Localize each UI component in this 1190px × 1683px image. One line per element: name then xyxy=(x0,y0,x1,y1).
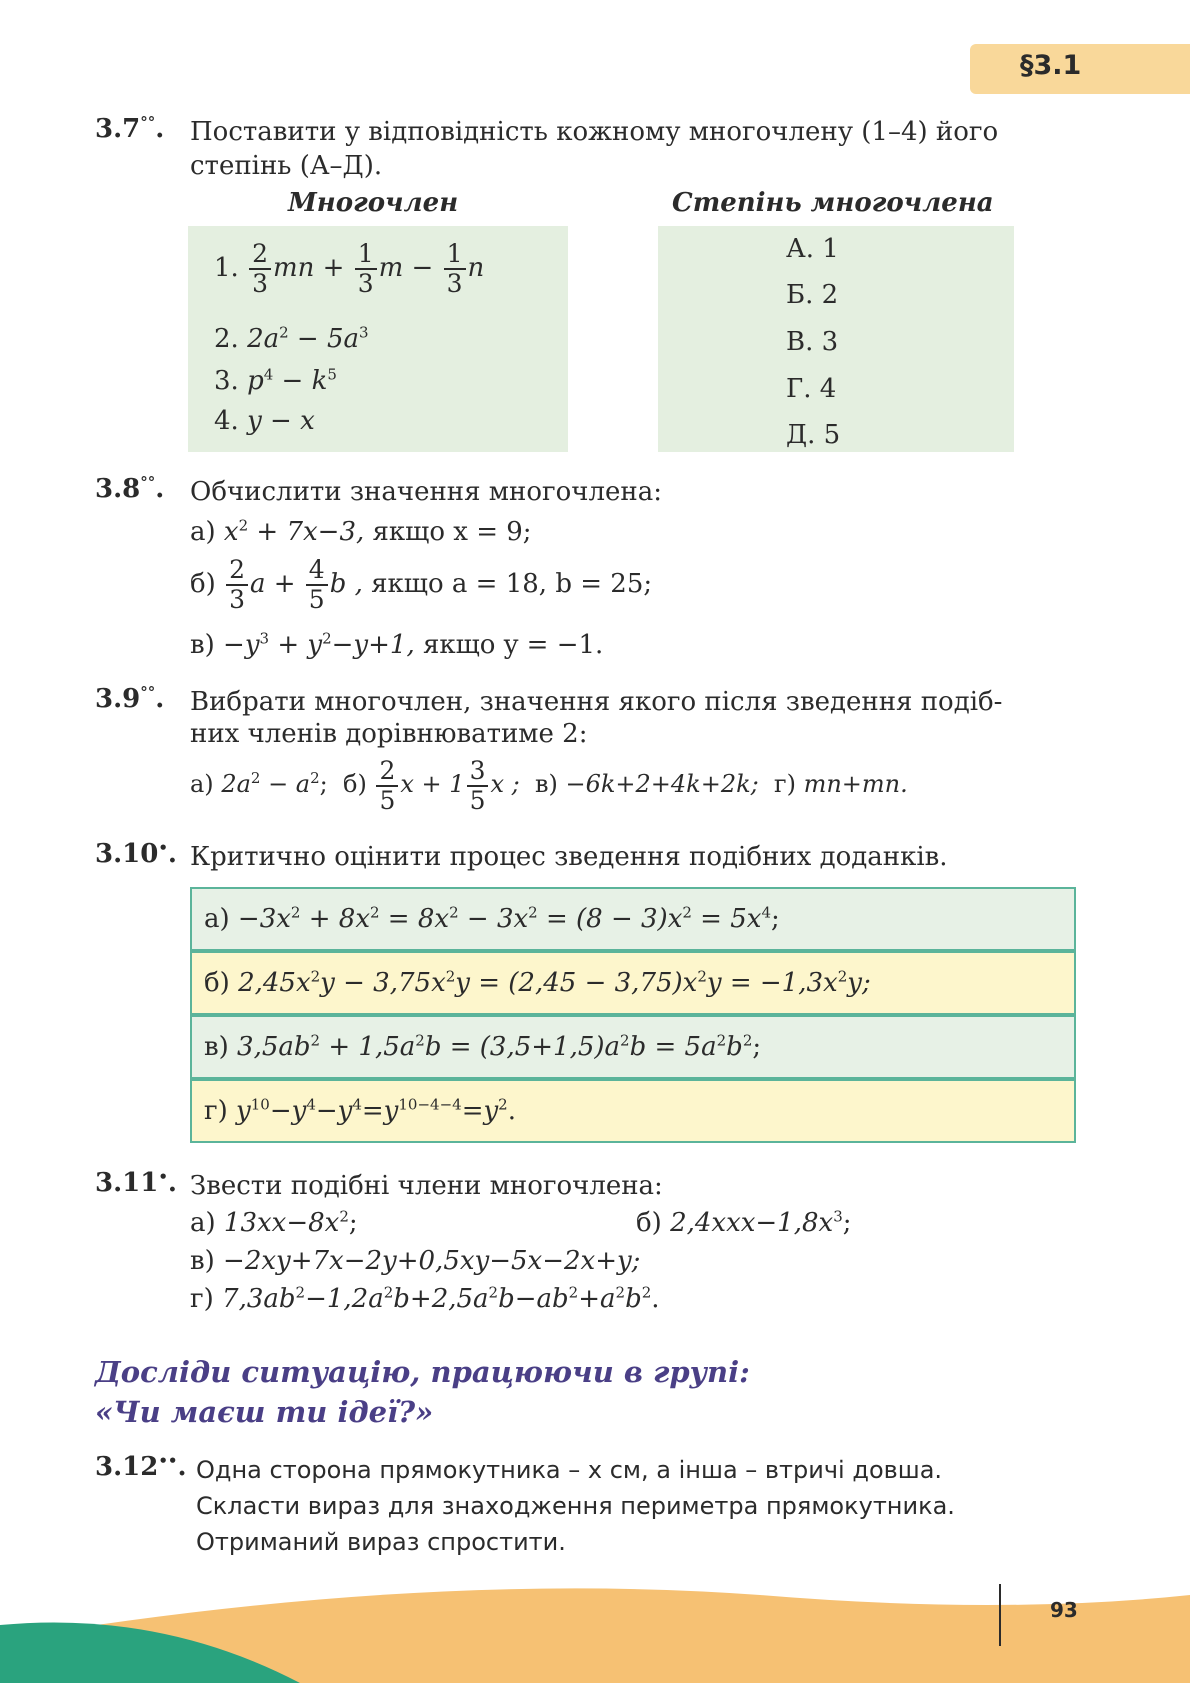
exercise-3-8-b: б) $\frac{2}{3}$ a + $\frac{4}{5}$ b , якщо a = 18, b = 25; xyxy=(190,555,653,614)
exercise-3-11-b: б) $2,4xxx-1,8x^3$; xyxy=(636,1207,852,1238)
polynomial-3: 3. $p^4 - k^5$ xyxy=(214,365,337,396)
degree-option-a: А. 1 xyxy=(786,234,839,264)
group-section-title-line2: «Чи маєш ти ідеї?» xyxy=(95,1395,434,1429)
page-number: 93 xyxy=(1050,1598,1078,1622)
exercise-3-12-number: 3.12••. xyxy=(95,1451,187,1482)
exercise-3-10-number: 3.10•. xyxy=(95,838,177,869)
section-tab-label: §3.1 xyxy=(1020,50,1082,81)
exercise-3-11-title: Звести подібні члени многочлена: xyxy=(190,1171,663,1201)
degree-option-e: Д. 5 xyxy=(786,420,841,450)
exercise-3-9-line2: них членів дорівнюватиме 2: xyxy=(190,719,588,749)
exercise-3-8-number: 3.8°°. xyxy=(95,473,165,504)
exercise-3-7-number: 3.7°°. xyxy=(95,113,165,144)
table-row: в) $3,5ab^2 + 1,5a^2b = (3,5+1,5)a^2b = 5a^2b^2$; xyxy=(190,1015,1076,1079)
polynomial-4: 4. y − x xyxy=(214,406,315,436)
exercise-3-12-line2: Скласти вираз для знаходження периметра прямокутника. xyxy=(196,1492,955,1520)
table-row: г) $y^{10}-y^4-y^4=y^{10-4-4}=y^2$. xyxy=(190,1079,1076,1143)
section-tab xyxy=(970,44,1190,94)
exercise-3-8-a: а) $x^2 + 7x-3$, якщо x = 9; xyxy=(190,516,532,547)
polynomial-1: 1. $\frac{2}{3}$ mn + $\frac{1}{3}$ m − $\frac{1}{3}$ n xyxy=(214,239,485,298)
group-section-title-line1: Досліди ситуацію, працюючи в групі: xyxy=(95,1355,750,1389)
exercise-3-7-line1: Поставити у відповідність кожному многочлену (1–4) його xyxy=(190,117,999,147)
exercise-3-8-c: $в) -y^3 + y^2-y+1$, якщо y = −1. xyxy=(190,629,604,660)
exercise-3-11-number: 3.11•. xyxy=(95,1167,177,1198)
table-row: $а) -3x^2 + 8x^2 = 8x^2 - 3x^2 = (8 - 3)x^2 = 5x^4$; xyxy=(190,887,1076,951)
degree-option-b: Б. 2 xyxy=(786,280,839,310)
degree-column-heading: Степінь многочлена xyxy=(672,188,994,218)
exercise-3-11-a: а) $13xx-8x^2$; xyxy=(190,1207,358,1238)
degree-option-d: Г. 4 xyxy=(786,374,837,404)
exercise-3-8-title: Обчислити значення многочлена: xyxy=(190,477,662,507)
exercise-3-9-options: а) $2a^2 - a^2$; б) $\frac{2}{5}$ x + 1 $\frac{3}{5}$ x ; в) −6k+2+4k+2k; г) mn+mn. xyxy=(190,755,908,815)
exercise-3-9-number: 3.9°°. xyxy=(95,683,165,714)
polynomial-column-heading: Многочлен xyxy=(288,188,459,218)
exercise-3-10-title: Критично оцінити процес зведення подібних доданків. xyxy=(190,842,948,872)
table-row: б) $2,45x^2y - 3,75x^2y = (2,45 - 3,75)x^2y = -1,3x^2y$; xyxy=(190,951,1076,1015)
footer-decoration xyxy=(0,1570,1190,1683)
exercise-3-7-line2: степінь (А–Д). xyxy=(190,151,383,181)
exercise-3-11-d: г) $7,3ab^2-1,2a^2b+2,5a^2b-ab^2+a^2b^2$. xyxy=(190,1283,660,1314)
exercise-3-9-line1: Вибрати многочлен, значення якого після зведення подіб- xyxy=(190,687,1003,717)
polynomial-2: 2. $2a^2 - 5a^3$ xyxy=(214,323,369,354)
exercise-3-11-c: в) −2xy+7x−2y+0,5xy−5x−2x+y; xyxy=(190,1246,641,1276)
exercise-3-12-line3: Отриманий вираз спростити. xyxy=(196,1528,566,1556)
exercise-3-12-line1: Одна сторона прямокутника – x см, а інша – втричі довша. xyxy=(196,1456,943,1484)
degree-option-c: В. 3 xyxy=(786,327,839,357)
